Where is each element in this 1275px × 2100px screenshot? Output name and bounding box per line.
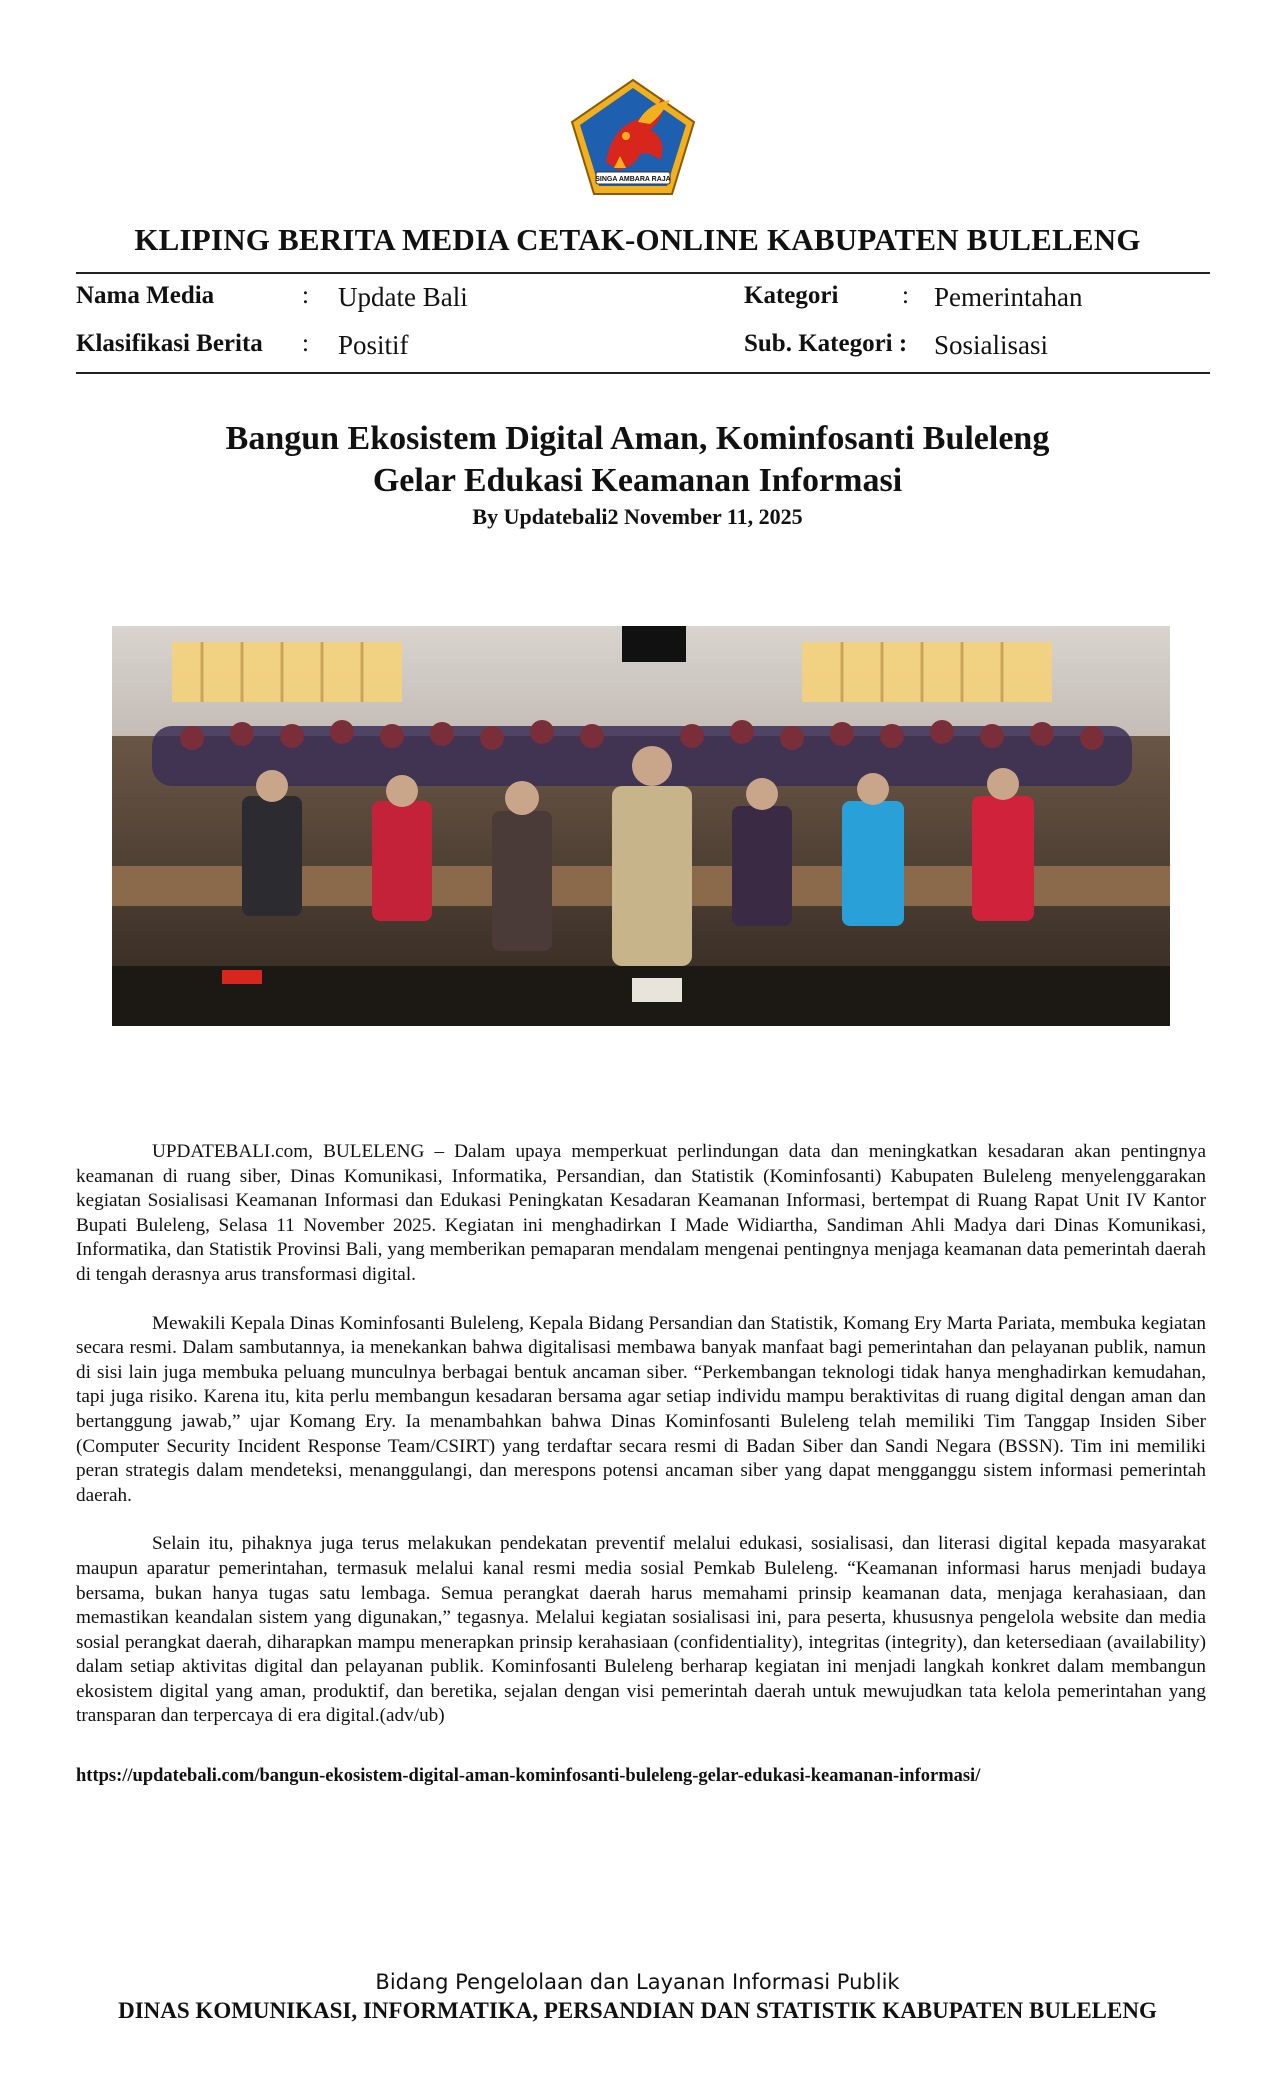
kategori-label: Kategori xyxy=(744,282,839,309)
footer-agency: DINAS KOMUNIKASI, INFORMATIKA, PERSANDIAN DAN STATISTIK KABUPATEN BULELENG xyxy=(118,1998,1157,2023)
divider-top xyxy=(76,272,1210,274)
headline-line-1: Bangun Ekosistem Digital Aman, Kominfosanti Buleleng xyxy=(225,420,1050,457)
divider-bottom xyxy=(76,372,1210,374)
subkategori-label: Sub. Kategori : xyxy=(744,330,908,357)
meeting-room-photo xyxy=(112,626,1170,1026)
kategori-value: Pemerintahan xyxy=(934,282,1083,312)
media-value: Update Bali xyxy=(338,282,468,312)
headline-line-2: Gelar Edukasi Keamanan Informasi xyxy=(372,462,903,499)
emblem-icon xyxy=(566,76,700,200)
paragraph-2: Mewakili Kepala Dinas Kominfosanti Buleleng, Kepala Bidang Persandian dan Statistik, Komang Ery Marta Pariata, membuka kegiatan secara resmi. Dalam sambutannya, ia menekankan bahwa digitalisasi membawa banyak manfaat bagi pemerintahan dan pelayanan publik, namun di sisi lain juga membuka peluang munculnya berbagai bentuk ancaman siber. “Perkembangan teknologi tidak hanya menghadirkan kemudahan, tapi juga risiko. Karena itu, kita perlu membangun kesadaran bersama agar setiap individu mampu beraktivitas di ruang digital dengan aman dan bertanggung jawab,” ujar Komang Ery. Ia menambahkan bahwa Dinas Kominfosanti Buleleng telah memiliki Tim Tanggap Insiden Siber (Computer Security Incident Response Team/CSIRT) yang terdaftar secara resmi di Badan Siber dan Sandi Negara (BSSN). Tim ini memiliki peran strategis dalam mendeteksi, menanggulangi, dan merespons potensi ancaman siber yang dapat mengganggu sistem informasi pemerintah daerah. xyxy=(76,1312,1206,1506)
buleleng-logo xyxy=(566,76,700,200)
article-headline xyxy=(0,418,1275,502)
article-photo xyxy=(112,626,1170,1026)
article-body xyxy=(76,1140,1206,1753)
source-url[interactable]: https://updatebali.com/bangun-ekosistem-digital-aman-kominfosanti-buleleng-gelar-edukasi-keamanan-informasi/ xyxy=(76,1766,981,1786)
article-byline: By Updatebali2 November 11, 2025 xyxy=(472,504,803,529)
document-title: KLIPING BERITA MEDIA CETAK-ONLINE KABUPATEN BULELENG xyxy=(134,222,1141,257)
logo-motto: SINGA AMBARA RAJA xyxy=(595,176,671,183)
media-label: Nama Media xyxy=(76,282,215,309)
footer-division: Bidang Pengelolaan dan Layanan Informasi Publik xyxy=(375,1970,900,1994)
media-colon: : xyxy=(302,282,309,309)
klasifikasi-label: Klasifikasi Berita xyxy=(76,330,263,357)
paragraph-1: UPDATEBALI.com, BULELENG – Dalam upaya memperkuat perlindungan data dan meningkatkan kesadaran akan pentingnya keamanan di ruang siber, Dinas Komunikasi, Informatika, Persandian, dan Statistik (Kominfosanti) Kabupaten Buleleng menyelenggarakan kegiatan Sosialisasi Keamanan Informasi dan Edukasi Peningkatan Kesadaran Keamanan Informasi, bertempat di Ruang Rapat Unit IV Kantor Bupati Buleleng, Selasa 11 November 2025. Kegiatan ini menghadirkan I Made Widiartha, Sandiman Ahli Madya dari Dinas Komunikasi, Informatika, dan Statistik Provinsi Bali, yang memberikan pemaparan mendalam mengenai pentingnya menjaga keamanan data pemerintah daerah di tengah derasnya arus transformasi digital. xyxy=(76,1141,1206,1285)
subkategori-value: Sosialisasi xyxy=(934,330,1049,360)
klasifikasi-colon: : xyxy=(302,330,309,357)
kategori-colon: : xyxy=(902,282,909,309)
paragraph-3: Selain itu, pihaknya juga terus melakukan pendekatan preventif melalui edukasi, sosialisasi, dan literasi digital kepada masyarakat maupun aparatur pemerintahan, termasuk melalui kanal resmi media sosial Pemkab Buleleng. “Keamanan informasi harus menjadi budaya bersama, bukan hanya tugas satu lembaga. Semua perangkat daerah harus memahami prinsip keamanan data, menjaga kerahasiaan, dan memastikan keandalan sistem yang digunakan,” tegasnya. Melalui kegiatan sosialisasi ini, para peserta, khususnya pengelola website dan media sosial perangkat daerah, diharapkan mampu menerapkan prinsip kerahasiaan (confidentiality), integritas (integrity), dan ketersediaan (availability) dalam setiap aktivitas digital dan pelayanan publik. Kominfosanti Buleleng berharap kegiatan ini menjadi langkah konkret dalam membangun ekosistem digital yang aman, produktif, dan beretika, sejalan dengan visi pemerintah daerah untuk mewujudkan tata kelola pemerintahan yang transparan dan terpercaya di era digital.(adv/ub) xyxy=(76,1533,1206,1727)
klasifikasi-value: Positif xyxy=(338,330,409,360)
